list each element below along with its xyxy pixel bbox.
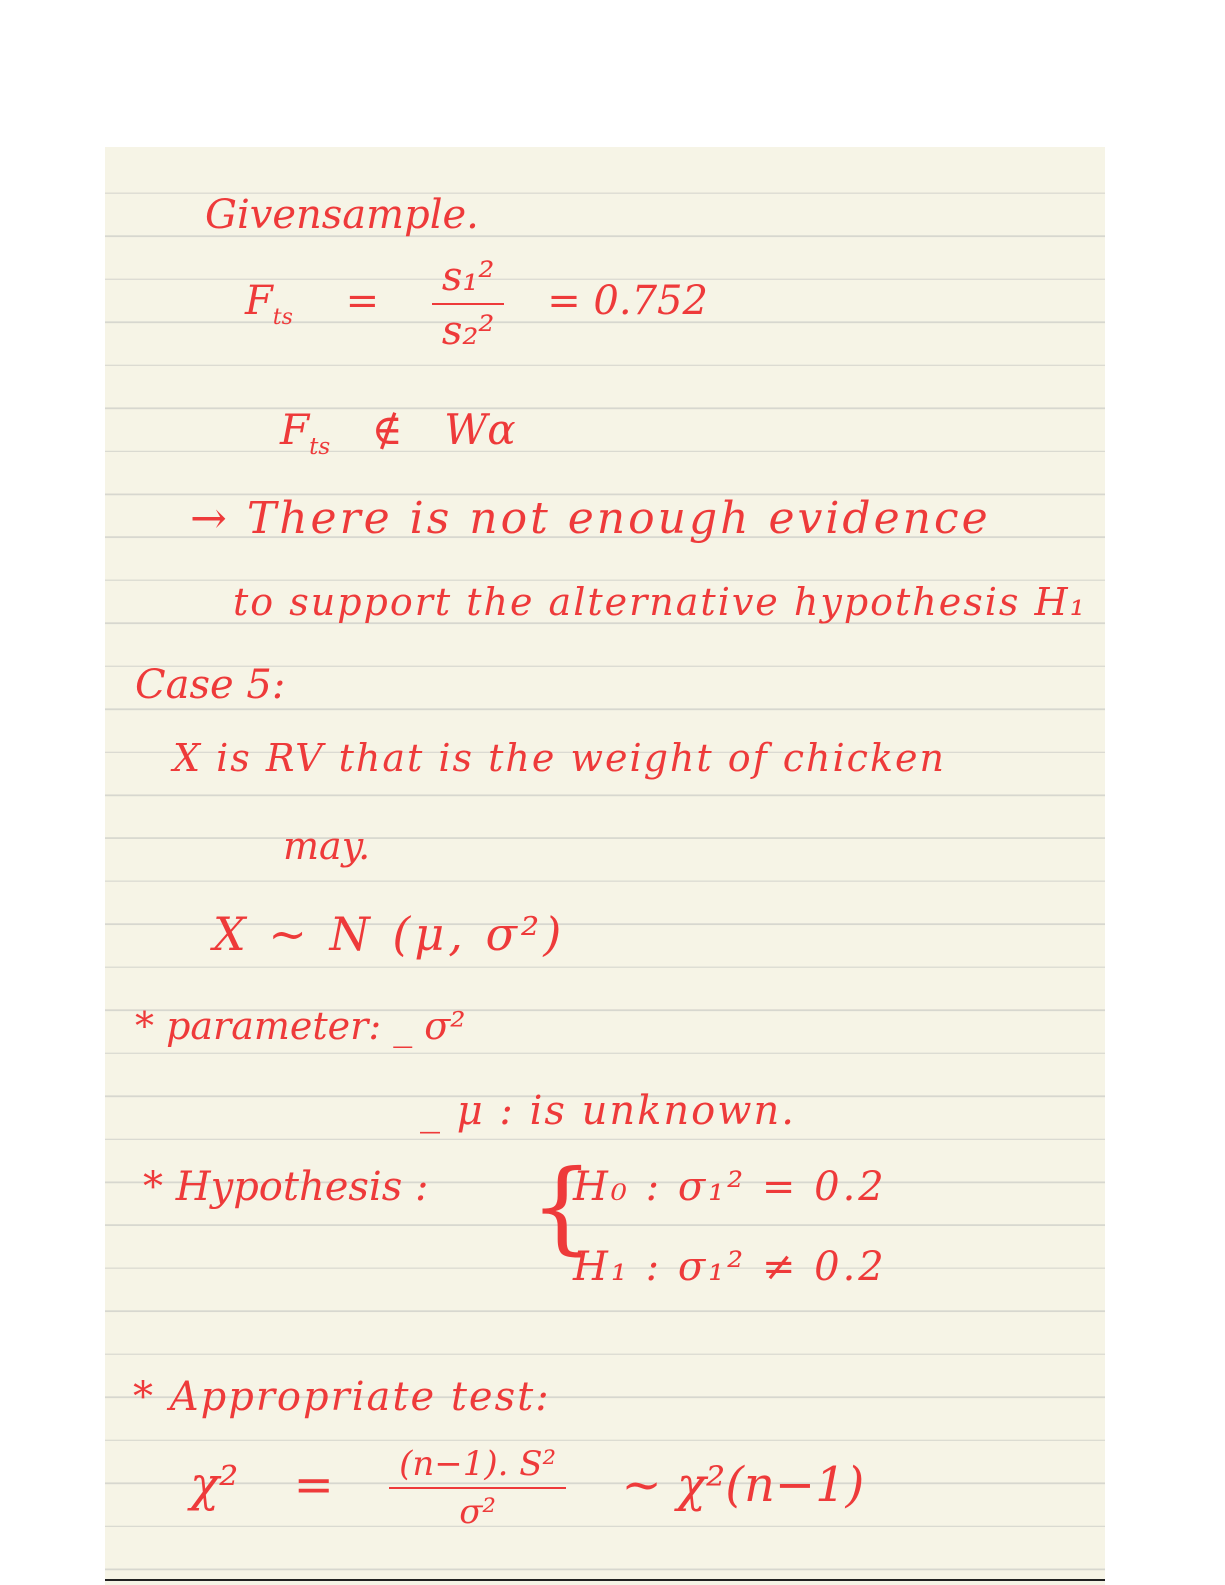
equals-sign: = — [293, 1456, 334, 1513]
parameter-line: * parameter: _ σ² — [135, 1004, 466, 1048]
chi-square-fraction — [389, 1444, 566, 1532]
decision-rule — [280, 405, 516, 461]
rv-definition-line-1: X is RV that is the weight of chicken — [173, 736, 946, 780]
chi-square-statistic — [190, 1444, 865, 1532]
appropriate-test-label: * Appropriate test: — [133, 1374, 551, 1420]
f-symbol: F — [245, 278, 273, 324]
alternative-hypothesis: H₁ : σ₁² ≠ 0.2 — [573, 1244, 887, 1290]
notebook-page — [105, 147, 1105, 1585]
fraction-denominator: σ² — [459, 1492, 497, 1532]
rejection-region: Wα — [444, 405, 516, 454]
f-test-statistic — [245, 254, 708, 354]
conclusion-line-2: to support the alternative hypothesis H₁ — [233, 580, 1087, 624]
variance-ratio — [432, 254, 505, 354]
mu-unknown-line: _ μ : is unknown. — [420, 1088, 796, 1134]
fraction-denominator: s₂² — [441, 308, 495, 354]
rv-definition-line-2: may. — [283, 824, 371, 868]
hypothesis-brace: { — [530, 1148, 594, 1265]
chi-square-distribution: ~ χ²(n−1) — [621, 1456, 865, 1513]
not-in-symbol: ∉ — [371, 405, 403, 454]
chi-square-symbol: χ² — [190, 1456, 239, 1513]
fraction-numerator: (n−1). S² — [399, 1444, 557, 1484]
page-bottom-rule — [105, 1579, 1105, 1581]
f-subscript: ts — [272, 304, 293, 330]
f-value: = 0.752 — [547, 278, 708, 324]
hypothesis-label: * Hypothesis : — [143, 1164, 429, 1210]
f-subscript: ts — [309, 434, 331, 461]
f-symbol: F — [280, 405, 310, 454]
case-heading: Case 5: — [135, 662, 286, 708]
fraction-numerator: s₁² — [441, 254, 495, 300]
given-sample-text: Givensample. — [205, 192, 479, 238]
conclusion-line-1: → There is not enough evidence — [190, 493, 991, 544]
distribution: X ~ N (μ, σ²) — [213, 907, 566, 961]
null-hypothesis: H₀ : σ₁² = 0.2 — [573, 1164, 887, 1210]
equals-sign: = — [345, 278, 380, 324]
